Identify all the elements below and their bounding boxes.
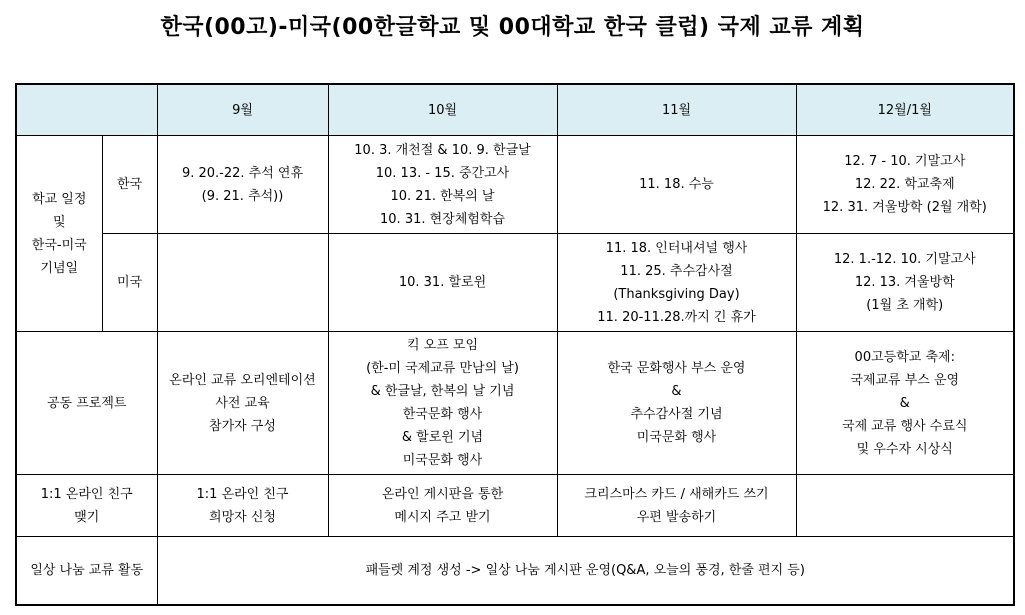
cell-line: 온라인 게시판을 통한 bbox=[381, 486, 504, 502]
cell-line: 학교 일정 bbox=[32, 191, 87, 207]
usa-dec-cell bbox=[796, 234, 1014, 332]
cell-line: 미국문화 행사 bbox=[402, 453, 483, 468]
cell-line: 미국문화 행사 bbox=[636, 430, 717, 445]
penpal-sep-cell bbox=[157, 475, 328, 537]
cell-line: 10. 31. 할로윈 bbox=[398, 275, 487, 290]
cell-line: 10. 21. 한복의 날 bbox=[390, 188, 495, 204]
cell-line: (한-미 국제교류 만남의 날) bbox=[366, 361, 519, 376]
table-row-korea bbox=[16, 136, 1014, 234]
cell-line: 추수감사절 기념 bbox=[630, 407, 723, 422]
korea-dec-cell bbox=[796, 136, 1014, 234]
header-month-oct: 10월 bbox=[328, 84, 557, 136]
cell-line: 10. 13. - 15. 중간고사 bbox=[375, 165, 510, 181]
korea-sep-cell bbox=[157, 136, 328, 234]
table-row-usa bbox=[16, 234, 1014, 332]
cell-line: 12. 22. 학교축제 bbox=[854, 177, 955, 192]
header-month-sep: 9월 bbox=[157, 84, 328, 136]
penpal-oct-cell bbox=[328, 475, 557, 537]
cell-line: 12. 7 - 10. 기말고사 bbox=[844, 154, 966, 169]
penpal-dec-cell bbox=[796, 475, 1014, 537]
cell-line: & 한글날, 한복의 날 기념 bbox=[370, 384, 515, 399]
cell-line: (1월 초 개학) bbox=[866, 298, 944, 313]
joint-project-label: 공동 프로젝트 bbox=[16, 332, 157, 475]
cell-line: & 할로윈 기념 bbox=[401, 430, 484, 445]
cell-line: 국제 교류 행사 수료식 bbox=[842, 418, 968, 434]
cell-line: 한국문화 행사 bbox=[402, 407, 483, 422]
table-row-joint-project bbox=[16, 332, 1014, 475]
cell-line: 및 bbox=[52, 214, 66, 230]
cell-line: 12. 13. 겨울방학 bbox=[854, 275, 955, 290]
cell-line: 및 우수자 시상식 bbox=[856, 441, 953, 457]
table-row-daily-sharing bbox=[16, 537, 1014, 605]
daily-sharing-label: 일상 나눔 교류 활동 bbox=[16, 537, 157, 605]
cell-line: 12. 1.-12. 10. 기말고사 bbox=[833, 252, 976, 267]
cell-line: 11. 25. 추수감사절 bbox=[620, 263, 733, 279]
cell-line: 11. 18. 수능 bbox=[639, 177, 714, 192]
penpal-nov-cell bbox=[557, 475, 796, 537]
header-month-nov: 11월 bbox=[557, 84, 796, 136]
cell-line: 10. 3. 개천절 & 10. 9. 한글날 bbox=[354, 142, 531, 158]
joint-nov-cell bbox=[557, 332, 796, 475]
exchange-plan-table bbox=[15, 83, 1015, 606]
cell-line: 맺기 bbox=[74, 509, 100, 525]
cell-line: (9. 21. 추석)) bbox=[201, 188, 284, 204]
usa-oct-cell bbox=[328, 234, 557, 332]
cell-line: 12. 31. 겨울방학 (2월 개학) bbox=[822, 200, 987, 215]
header-row bbox=[16, 84, 1014, 136]
cell-line: 메시지 주고 받기 bbox=[394, 509, 491, 525]
korea-oct-cell bbox=[328, 136, 557, 234]
usa-label: 미국 bbox=[102, 234, 157, 332]
joint-sep-cell bbox=[157, 332, 328, 475]
cell-line: 킥 오프 모임 bbox=[406, 338, 479, 353]
cell-line: 1:1 온라인 친구 bbox=[196, 486, 289, 502]
joint-dec-cell bbox=[796, 332, 1014, 475]
korea-label: 한국 bbox=[102, 136, 157, 234]
school-calendar-label bbox=[16, 136, 102, 332]
cell-line: 희망자 신청 bbox=[209, 509, 276, 525]
table-row-penpal bbox=[16, 475, 1014, 537]
cell-line: 사전 교육 bbox=[215, 395, 270, 411]
cell-line: 크리스마스 카드 / 새해카드 쓰기 bbox=[584, 486, 769, 502]
cell-line: 11. 18. 인터내셔널 행사 bbox=[605, 240, 748, 256]
joint-oct-cell bbox=[328, 332, 557, 475]
penpal-label bbox=[16, 475, 157, 537]
cell-line: 한국 문화행사 부스 운영 bbox=[607, 361, 746, 376]
cell-line: 00고등학교 축제: bbox=[854, 349, 955, 365]
cell-line: 국제교류 부스 운영 bbox=[850, 372, 960, 388]
page-title: 한국(00고)-미국(00한글학교 및 00대학교 한국 클럽) 국제 교류 계획 bbox=[160, 15, 865, 40]
cell-line: 온라인 교류 오리엔테이션 bbox=[169, 372, 316, 388]
cell-line: 기념일 bbox=[40, 260, 79, 276]
header-corner bbox=[16, 84, 157, 136]
cell-line: (Thanksgiving Day) bbox=[613, 286, 740, 302]
korea-nov-cell bbox=[557, 136, 796, 234]
cell-line: 9. 20.-22. 추석 연휴 bbox=[181, 165, 304, 181]
cell-line: 10. 31. 현장체험학습 bbox=[380, 211, 505, 227]
cell-line: 11. 20-11.28.까지 긴 휴가 bbox=[597, 309, 756, 325]
usa-sep-cell bbox=[157, 234, 328, 332]
cell-line: & bbox=[671, 384, 682, 399]
cell-line: 1:1 온라인 친구 bbox=[40, 486, 133, 502]
cell-line: 한국-미국 bbox=[31, 237, 87, 253]
usa-nov-cell bbox=[557, 234, 796, 332]
cell-line: 우편 발송하기 bbox=[636, 509, 717, 525]
cell-line: & bbox=[899, 395, 910, 411]
cell-line: 참가자 구성 bbox=[209, 418, 276, 434]
daily-sharing-content: 패들렛 계정 생성 -> 일상 나눔 게시판 운영(Q&A, 오늘의 풍경, 한줄 편지 등) bbox=[157, 537, 1014, 605]
header-month-dec-jan: 12월/1월 bbox=[796, 84, 1014, 136]
